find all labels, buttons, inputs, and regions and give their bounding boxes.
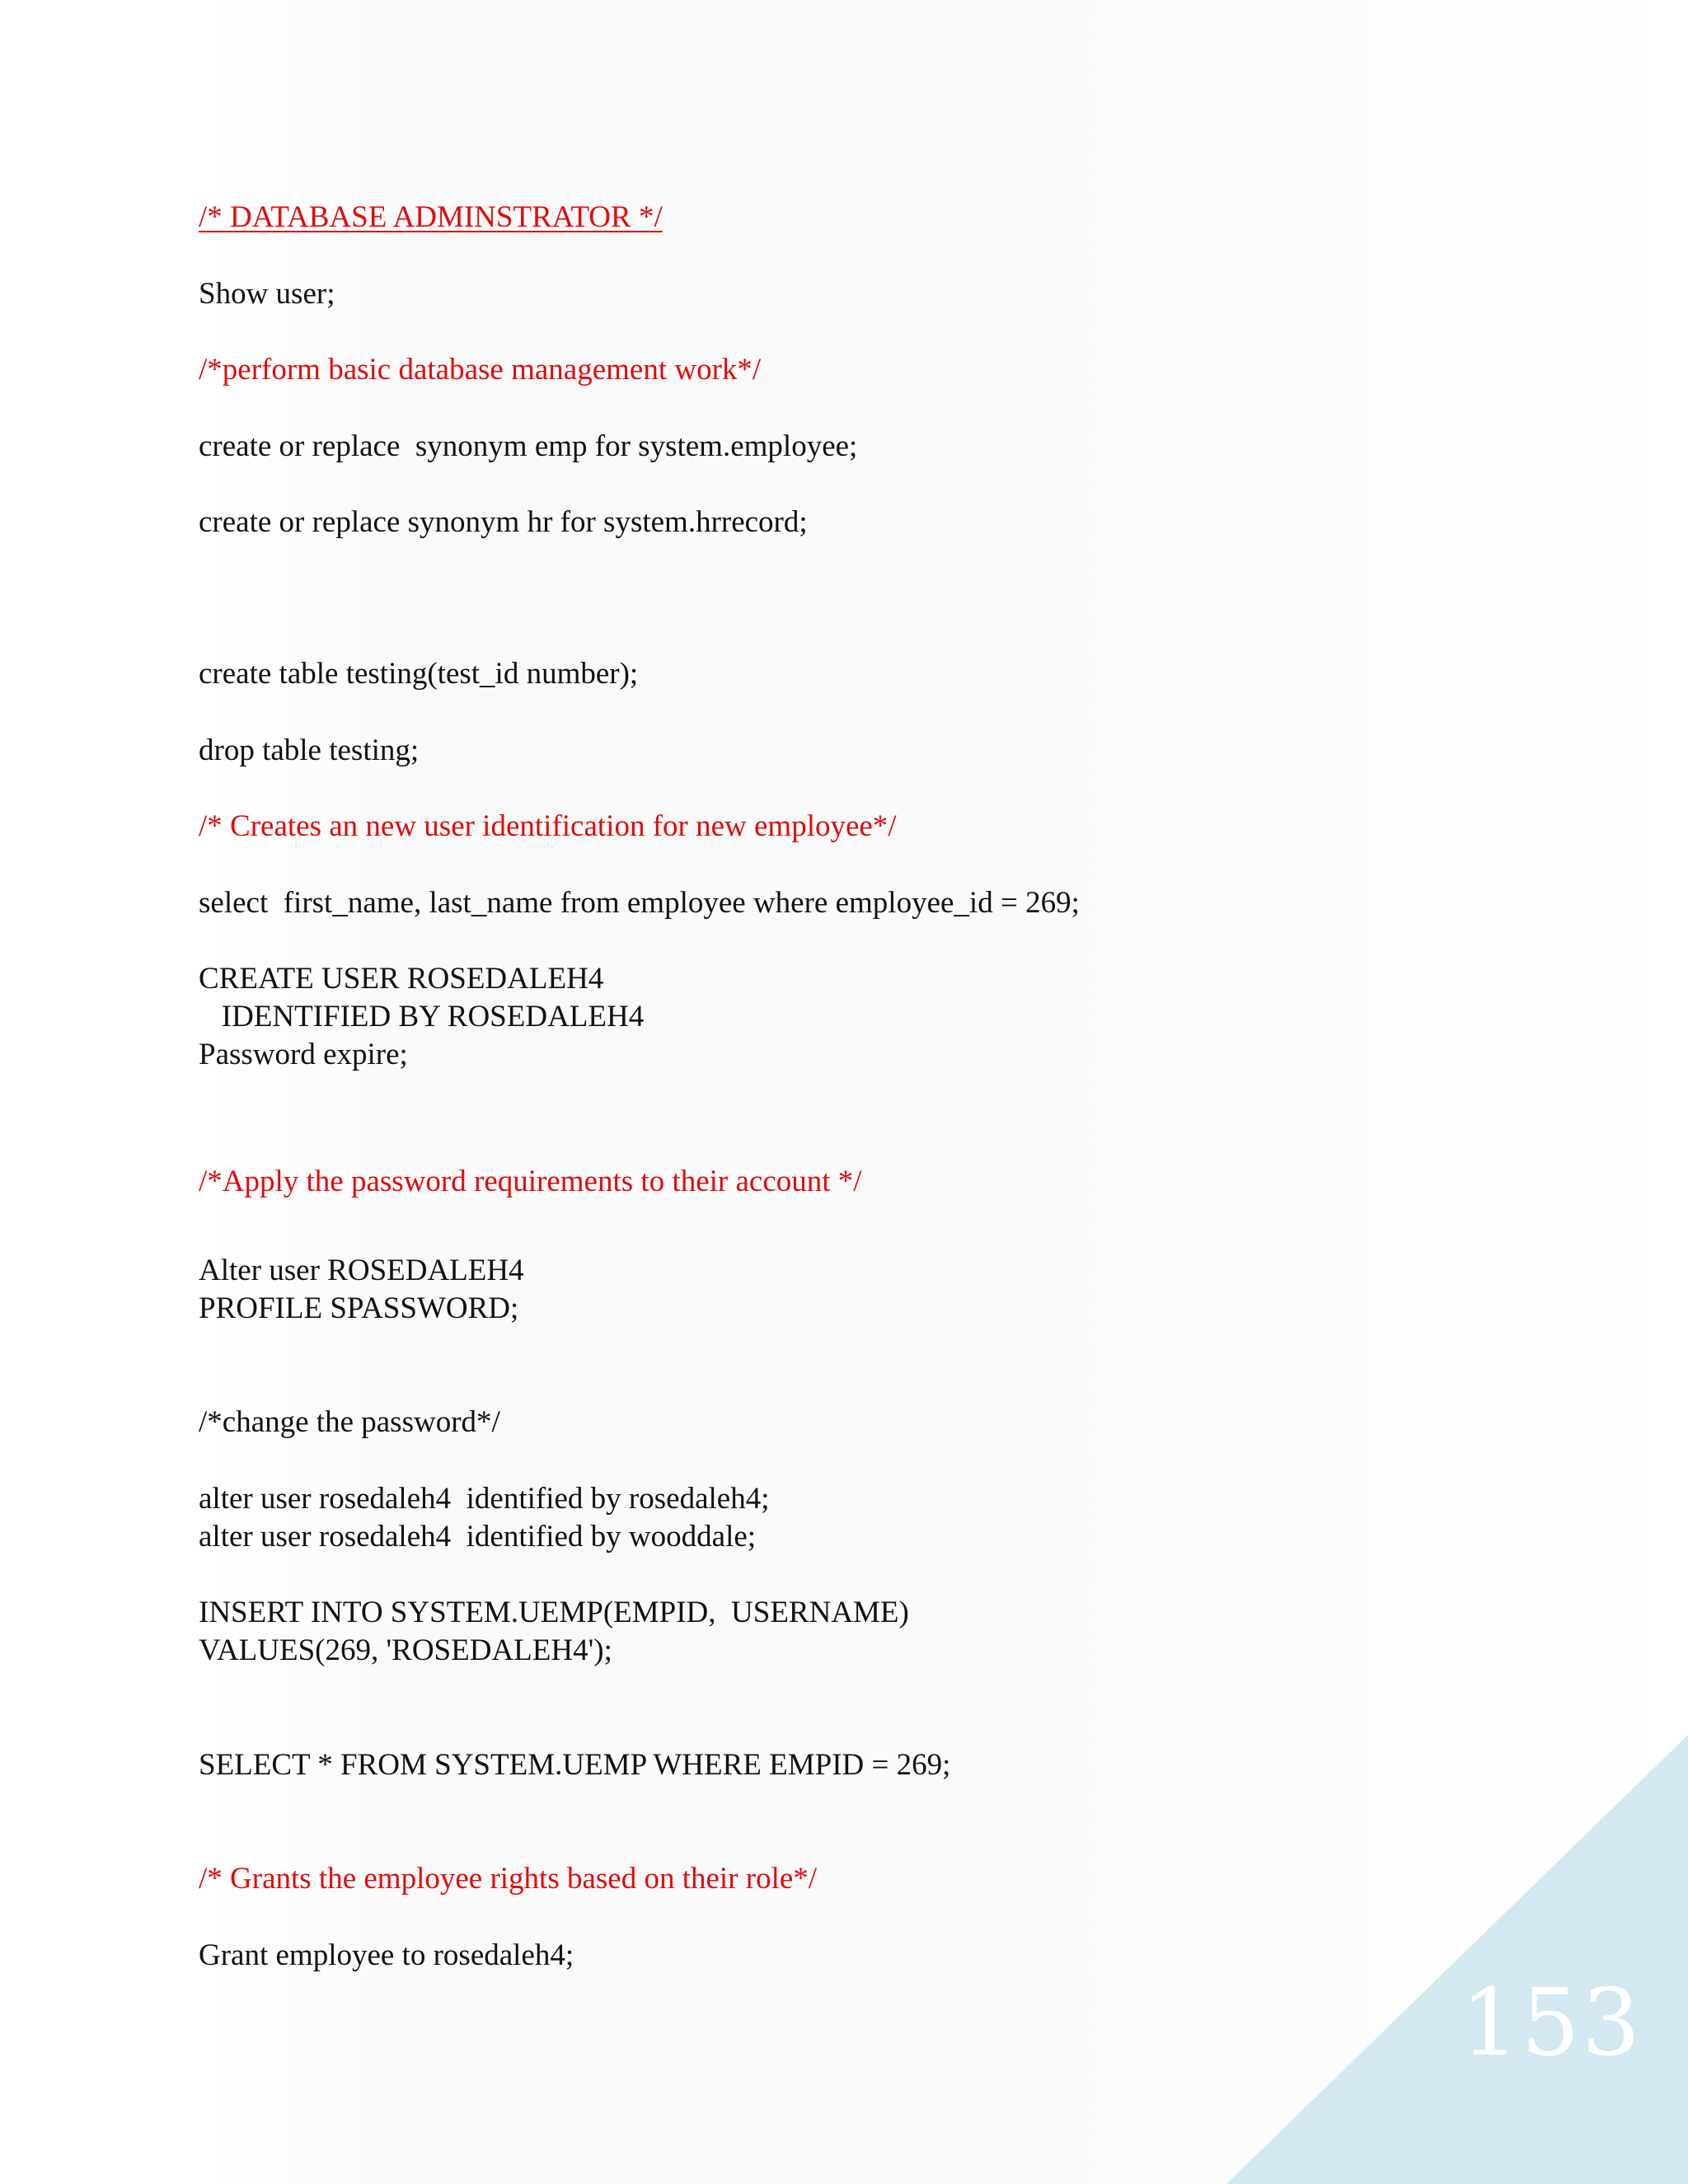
synonym-emp-statement: create or replace synonym emp for system.employee;: [199, 429, 858, 463]
create-user-line: IDENTIFIED BY ROSEDALEH4: [199, 1000, 645, 1033]
grant-rights-comment: /* Grants the employee rights based on their role*/: [199, 1862, 818, 1896]
synonym-hr-statement: create or replace synonym hr for system.hrrecord;: [199, 505, 808, 539]
change-password-comment: /*change the password*/: [199, 1405, 500, 1439]
page-number: 153: [1461, 1970, 1642, 2077]
new-user-comment: /* Creates an new user identification for new employee*/: [199, 809, 897, 843]
alter-password-line: alter user rosedaleh4 identified by wooddale;: [199, 1520, 757, 1554]
insert-statement-line: VALUES(269, 'ROSEDALEH4');: [199, 1633, 612, 1667]
grant-statement: Grant employee to rosedaleh4;: [199, 1938, 574, 1972]
section-heading-comment: /* DATABASE ADMINSTRATOR */: [199, 200, 663, 234]
basic-management-comment: /*perform basic database management work*/: [199, 353, 762, 387]
select-uemp-statement: SELECT * FROM SYSTEM.UEMP WHERE EMPID = 269;: [199, 1748, 951, 1782]
show-user-statement: Show user;: [199, 277, 335, 311]
alter-password-line: alter user rosedaleh4 identified by rosedaleh4;: [199, 1482, 770, 1516]
drop-table-statement: drop table testing;: [199, 733, 420, 767]
select-names-statement: select first_name, last_name from employee where employee_id = 269;: [199, 886, 1080, 920]
insert-statement-line: INSERT INTO SYSTEM.UEMP(EMPID, USERNAME): [199, 1596, 909, 1629]
create-table-statement: create table testing(test_id number);: [199, 657, 639, 691]
password-requirements-comment: /*Apply the password requirements to their account */: [199, 1165, 862, 1198]
corner-triangle: [1226, 1735, 1688, 2184]
create-user-line: CREATE USER ROSEDALEH4: [199, 962, 604, 996]
create-user-line: Password expire;: [199, 1038, 408, 1071]
alter-profile-line: PROFILE SPASSWORD;: [199, 1291, 519, 1325]
alter-profile-line: Alter user ROSEDALEH4: [199, 1254, 524, 1287]
